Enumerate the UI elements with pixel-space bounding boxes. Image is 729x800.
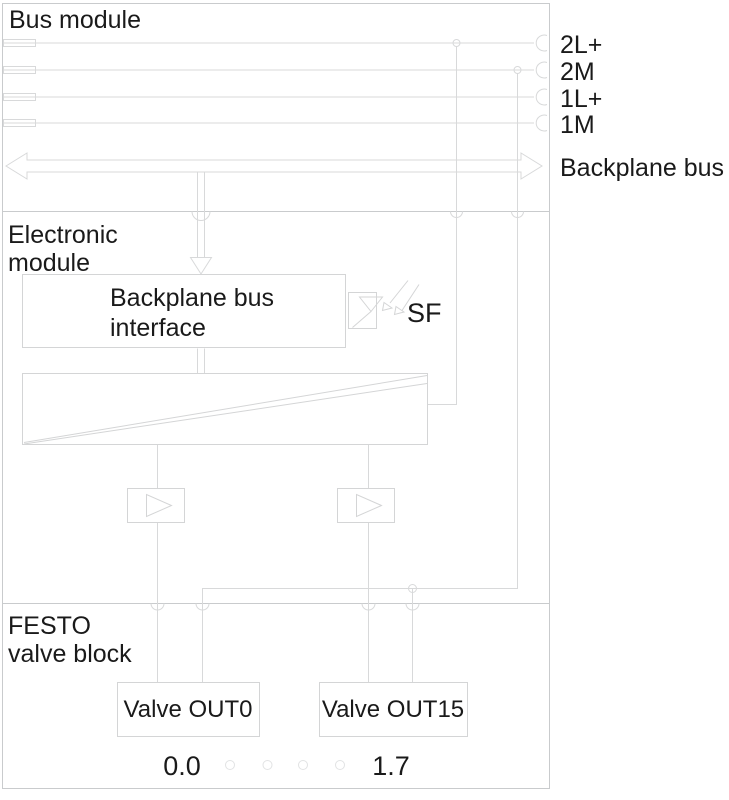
module-contact-icon <box>192 212 210 221</box>
serial-parallel-converter-box <box>23 374 428 445</box>
bus-module-frame <box>3 4 550 212</box>
led-ray-arrowhead <box>383 303 393 311</box>
sf-label: SF <box>407 298 442 328</box>
valve-block-title-line1: FESTO <box>8 612 91 640</box>
bus-drop-connection <box>191 173 212 275</box>
edge-sockets <box>536 35 547 131</box>
supply-lines <box>36 43 535 123</box>
driver-box <box>128 489 185 523</box>
backplane-bus-label: Backplane bus <box>560 154 725 182</box>
driver-out15-icon <box>338 489 395 523</box>
driver-out0-icon <box>128 489 185 523</box>
socket-icon-1m <box>536 115 547 131</box>
terminal-label-2m: 2M <box>560 58 595 86</box>
address-dot-icon <box>336 761 345 770</box>
bus-module-title: Bus module <box>9 6 142 34</box>
arrowhead-down-icon <box>191 258 212 275</box>
led-ray-line <box>390 281 408 304</box>
driver-box <box>338 489 395 523</box>
interface-label-line2: interface <box>110 314 206 342</box>
socket-icon-2m <box>536 62 547 78</box>
terminal-contacts <box>4 40 36 127</box>
terminal-label-2lplus: 2L+ <box>560 31 603 59</box>
socket-icon-1lplus <box>536 89 547 105</box>
led-ray-arrowhead <box>395 307 405 315</box>
valve-out0-label: Valve OUT0 <box>123 696 253 723</box>
terminal-label-1lplus: 1L+ <box>560 85 603 113</box>
led-lead-line <box>353 312 372 328</box>
interface-label-line1: Backplane bus <box>110 284 275 312</box>
led-diode-triangle <box>360 297 383 312</box>
power-feed-2lplus <box>428 47 457 405</box>
address-dot-icon <box>226 761 235 770</box>
address-start-label: 0.0 <box>163 751 201 781</box>
electronic-module-title-line1: Electronic <box>8 221 118 249</box>
socket-icon-2lplus <box>536 35 547 51</box>
address-dot-icon <box>263 761 272 770</box>
valve-out15-label: Valve OUT15 <box>321 696 465 723</box>
address-dots <box>226 761 345 770</box>
address-dot-icon <box>299 761 308 770</box>
backplane-bus-arrow <box>6 153 542 179</box>
electronic-module-title-line2: module <box>8 249 90 277</box>
valve-block-title-line2: valve block <box>8 640 132 668</box>
address-end-label: 1.7 <box>372 751 410 781</box>
terminal-label-1m: 1M <box>560 111 595 139</box>
